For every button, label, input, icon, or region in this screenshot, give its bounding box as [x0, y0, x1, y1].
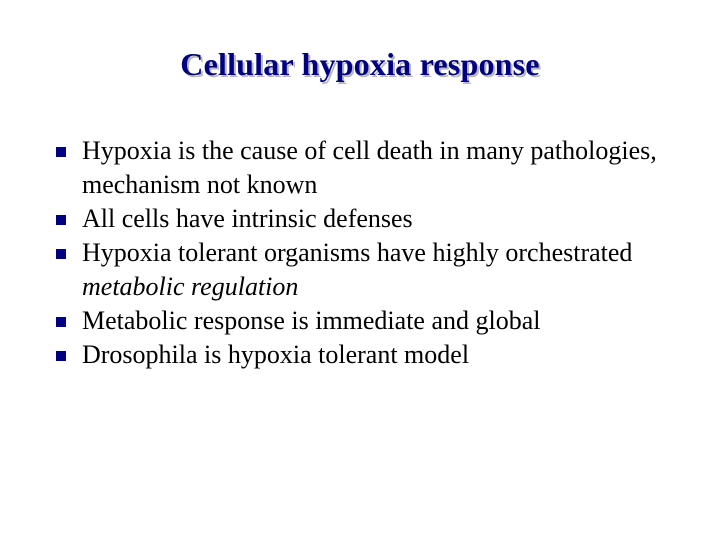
bullet-item	[52, 134, 692, 202]
square-bullet-icon	[56, 317, 66, 327]
bullet-emphasis-text: metabolic regulation	[82, 272, 299, 301]
slide-title: Cellular hypoxia response	[180, 46, 540, 82]
square-bullet-icon	[56, 351, 66, 361]
bullet-text: All cells have intrinsic defenses	[82, 204, 413, 233]
bullet-item	[52, 338, 692, 372]
bullet-item	[52, 236, 692, 304]
bullet-text: Hypoxia is the cause of cell death in many pathologies, mechanism not known	[82, 136, 657, 199]
square-bullet-icon	[56, 215, 66, 225]
bullet-item	[52, 202, 692, 236]
bullet-list	[52, 134, 692, 372]
bullet-item	[52, 304, 692, 338]
bullet-text: Hypoxia tolerant organisms have highly orchestrated	[82, 238, 633, 267]
square-bullet-icon	[56, 147, 66, 157]
bullet-text: Metabolic response is immediate and global	[82, 306, 541, 335]
bullet-text: Drosophila is hypoxia tolerant model	[82, 340, 470, 369]
square-bullet-icon	[56, 249, 66, 259]
